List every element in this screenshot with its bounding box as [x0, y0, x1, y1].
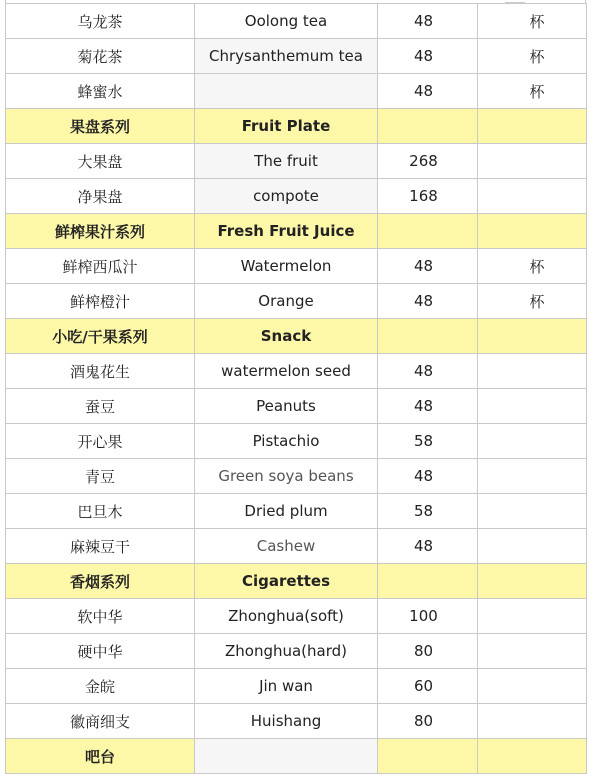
- item-unit: [478, 634, 587, 669]
- item-name-cn: 酒鬼花生: [6, 354, 195, 389]
- menu-item-row: [6, 459, 587, 494]
- item-price: 60: [378, 669, 478, 704]
- item-price: 58: [378, 424, 478, 459]
- section-name-en: Cigarettes: [195, 564, 378, 599]
- item-unit: [478, 354, 587, 389]
- item-price: 100: [378, 599, 478, 634]
- item-price: 48: [378, 354, 478, 389]
- item-price: 58: [378, 494, 478, 529]
- item-name-cn: 乌龙茶: [6, 4, 195, 39]
- section-header-row: [6, 319, 587, 354]
- item-name-en: Orange: [195, 284, 378, 319]
- section-header-row: [6, 214, 587, 249]
- item-price: [378, 319, 478, 354]
- item-name-cn: 软中华: [6, 599, 195, 634]
- menu-item-row: [6, 39, 587, 74]
- section-header-row: [6, 109, 587, 144]
- item-name-cn: 麻辣豆干: [6, 529, 195, 564]
- item-name-en: Jin wan: [195, 669, 378, 704]
- item-unit: 杯: [478, 284, 587, 319]
- menu-item-row: [6, 354, 587, 389]
- item-price: 48: [378, 389, 478, 424]
- item-name-cn: 鲜榨橙汁: [6, 284, 195, 319]
- menu-item-row: [6, 494, 587, 529]
- item-name-en: Green soya beans: [195, 459, 378, 494]
- item-name-cn: 净果盘: [6, 179, 195, 214]
- section-name-cn: 鲜榨果汁系列: [6, 214, 195, 249]
- section-name-en: Snack: [195, 319, 378, 354]
- item-name-en: Oolong tea: [195, 4, 378, 39]
- section-name-cn: 小吃/干果系列: [6, 319, 195, 354]
- menu-item-row: [6, 599, 587, 634]
- item-name-en: Zhonghua(soft): [195, 599, 378, 634]
- item-name-cn: 蚕豆: [6, 389, 195, 424]
- item-price: 168: [378, 179, 478, 214]
- item-price: [378, 214, 478, 249]
- item-price: 48: [378, 4, 478, 39]
- section-name-en: Fresh Fruit Juice: [195, 214, 378, 249]
- item-name-en: [195, 74, 378, 109]
- price-menu-table: [5, 3, 587, 774]
- item-price: 48: [378, 39, 478, 74]
- item-name-en: Cashew: [195, 529, 378, 564]
- item-name-cn: 巴旦木: [6, 494, 195, 529]
- menu-item-row: [6, 424, 587, 459]
- section-name-cn: 香烟系列: [6, 564, 195, 599]
- item-unit: 杯: [478, 249, 587, 284]
- item-unit: [478, 459, 587, 494]
- menu-item-row: [6, 704, 587, 739]
- item-price: [378, 739, 478, 774]
- item-name-en: Peanuts: [195, 389, 378, 424]
- item-name-cn: 大果盘: [6, 144, 195, 179]
- section-name-en: Fruit Plate: [195, 109, 378, 144]
- item-name-cn: 蜂蜜水: [6, 74, 195, 109]
- item-name-en: Dried plum: [195, 494, 378, 529]
- section-name-cn: 果盘系列: [6, 109, 195, 144]
- item-unit: [478, 739, 587, 774]
- item-price: 48: [378, 249, 478, 284]
- item-price: 48: [378, 529, 478, 564]
- item-name-en: watermelon seed: [195, 354, 378, 389]
- item-price: [378, 109, 478, 144]
- item-name-cn: 徽商细支: [6, 704, 195, 739]
- menu-item-row: [6, 634, 587, 669]
- item-name-cn: 开心果: [6, 424, 195, 459]
- item-unit: [478, 494, 587, 529]
- menu-item-row: [6, 249, 587, 284]
- item-unit: [478, 144, 587, 179]
- item-name-cn: 硬中华: [6, 634, 195, 669]
- item-name-en: compote: [195, 179, 378, 214]
- item-price: 268: [378, 144, 478, 179]
- item-price: [378, 564, 478, 599]
- menu-item-row: [6, 389, 587, 424]
- item-unit: [478, 669, 587, 704]
- item-name-en: Watermelon: [195, 249, 378, 284]
- item-name-cn: 鲜榨西瓜汁: [6, 249, 195, 284]
- menu-item-row: [6, 144, 587, 179]
- item-name-en: Chrysanthemum tea: [195, 39, 378, 74]
- item-price: 48: [378, 74, 478, 109]
- item-unit: [478, 319, 587, 354]
- item-unit: [478, 564, 587, 599]
- item-unit: [478, 599, 587, 634]
- item-unit: [478, 424, 587, 459]
- item-unit: [478, 179, 587, 214]
- item-name-en: Pistachio: [195, 424, 378, 459]
- item-unit: [478, 389, 587, 424]
- menu-table-body: [6, 4, 587, 774]
- item-unit: 杯: [478, 4, 587, 39]
- item-unit: [478, 109, 587, 144]
- section-header-row: [6, 739, 587, 774]
- section-name-cn: 吧台: [6, 739, 195, 774]
- item-price: 48: [378, 284, 478, 319]
- menu-item-row: [6, 669, 587, 704]
- menu-item-row: [6, 529, 587, 564]
- menu-item-row: [6, 74, 587, 109]
- item-price: 80: [378, 704, 478, 739]
- item-price: 80: [378, 634, 478, 669]
- item-price: 48: [378, 459, 478, 494]
- item-unit: [478, 704, 587, 739]
- item-name-cn: 菊花茶: [6, 39, 195, 74]
- item-name-cn: 青豆: [6, 459, 195, 494]
- item-unit: [478, 214, 587, 249]
- section-header-row: [6, 564, 587, 599]
- item-unit: [478, 529, 587, 564]
- menu-item-row: [6, 284, 587, 319]
- item-name-en: Huishang: [195, 704, 378, 739]
- menu-item-row: [6, 4, 587, 39]
- item-unit: 杯: [478, 74, 587, 109]
- menu-item-row: [6, 179, 587, 214]
- item-unit: 杯: [478, 39, 587, 74]
- section-name-en: [195, 739, 378, 774]
- item-name-cn: 金皖: [6, 669, 195, 704]
- item-name-en: The fruit: [195, 144, 378, 179]
- item-name-en: Zhonghua(hard): [195, 634, 378, 669]
